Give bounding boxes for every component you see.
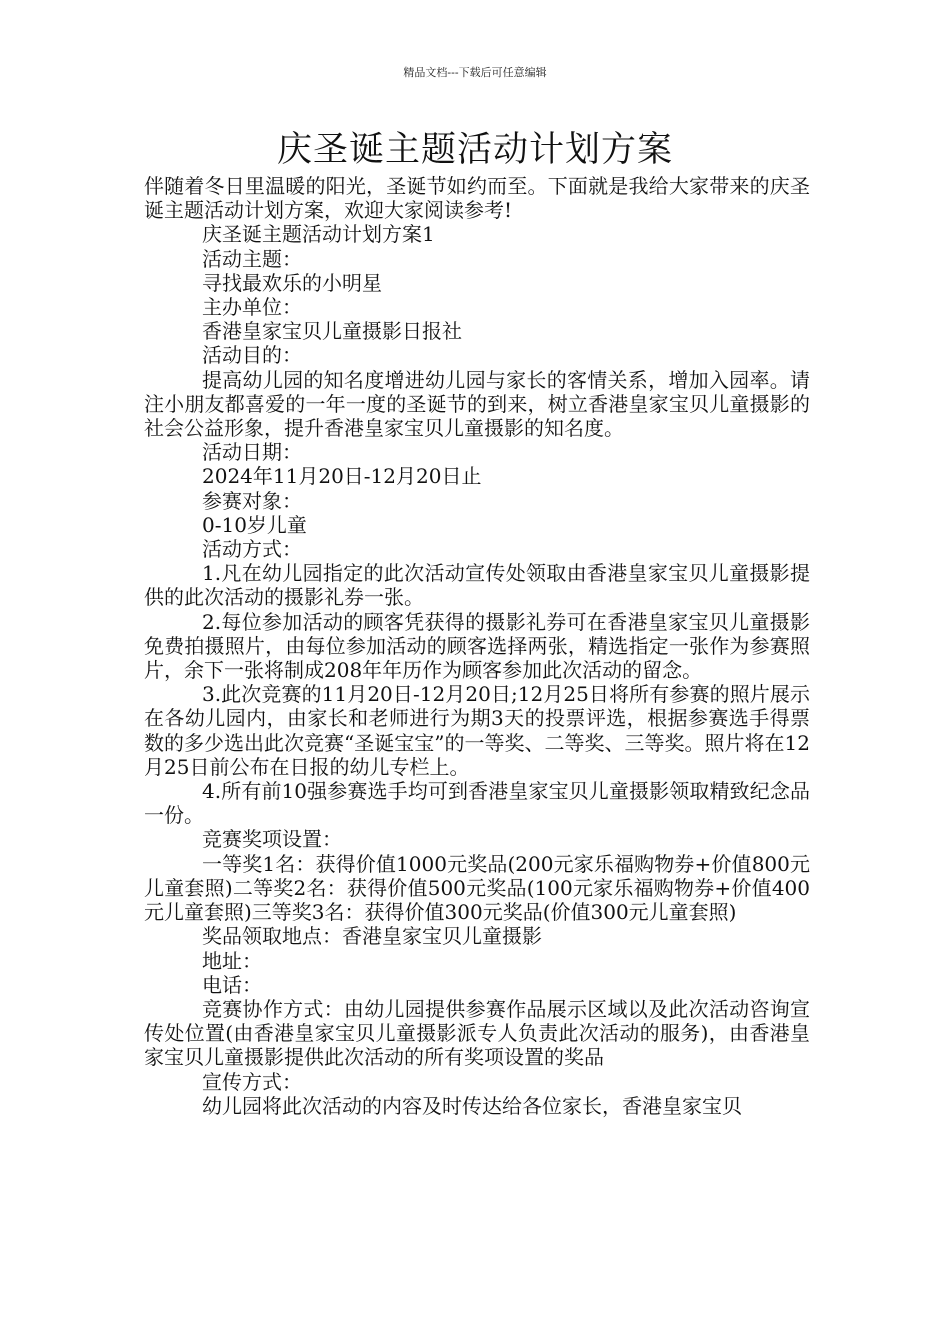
paragraph-method-label: 活动方式： xyxy=(202,537,302,562)
paragraph-awards-label: 竞赛奖项设置： xyxy=(202,827,342,852)
paragraph-pickup-location: 奖品领取地点：香港皇家宝贝儿童摄影 xyxy=(202,924,542,949)
paragraph-purpose-value: 提高幼儿园的知名度增进幼儿园与家长的客情关系，增加入园率。请注小朋友都喜爱的一年一度的圣诞节的到来，树立香港皇家宝贝儿童摄影的社会公益形象，提升香港皇家宝贝儿童摄影的知名度。 xyxy=(144,367,810,441)
paragraph-publicity-label: 宣传方式： xyxy=(202,1069,302,1094)
paragraph-method-1: 1.凡在幼儿园指定的此次活动宣传处领取由香港皇家宝贝儿童摄影提供的此次活动的摄影礼券一张。 xyxy=(144,561,810,610)
page-header: 精品文档---下载后可任意编辑 xyxy=(403,66,547,79)
paragraph-theme-value: 寻找最欢乐的小明星 xyxy=(202,270,382,295)
paragraph-publicity-value: 幼儿园将此次活动的内容及时传达给各位家长，香港皇家宝贝 xyxy=(202,1093,742,1118)
paragraph-method-3: 3.此次竞赛的11月20日-12月20日;12月25日将所有参赛的照片展示在各幼儿园内，由家长和老师进行为期3天的投票评选，根据参赛选手得票数的多少选出此次竞赛“圣诞宝宝”的一等奖、二等奖、三等奖。照片将在12月25日前公布在日报的幼儿专栏上。 xyxy=(144,682,810,779)
paragraph-cooperation: 竞赛协作方式：由幼儿园提供参赛作品展示区域以及此次活动咨询宣传处位置(由香港皇家宝贝儿童摄影派专人负责此次活动的服务)，由香港皇家宝贝儿童摄影提供此次活动的所有奖项设置的奖品 xyxy=(144,996,810,1070)
paragraph-organizer-value: 香港皇家宝贝儿童摄影日报社 xyxy=(202,319,462,344)
document-body xyxy=(144,174,810,1118)
paragraph-intro: 伴随着冬日里温暖的阳光，圣诞节如约而至。下面就是我给大家带来的庆圣诞主题活动计划方案，欢迎大家阅读参考! xyxy=(144,174,810,223)
paragraph-method-2: 2.每位参加活动的顾客凭获得的摄影礼券可在香港皇家宝贝儿童摄影免费拍摄照片，由每位参加活动的顾客选择两张，精选指定一张作为参赛照片，余下一张将制成208年年历作为顾客参加此次活动的留念。 xyxy=(144,609,810,683)
paragraph-organizer-label: 主办单位： xyxy=(202,295,302,320)
paragraph-purpose-label: 活动目的： xyxy=(202,343,302,368)
paragraph-participants-label: 参赛对象： xyxy=(202,488,302,513)
paragraph-date-label: 活动日期： xyxy=(202,440,302,465)
document-title: 庆圣诞主题活动计划方案 xyxy=(276,130,673,170)
paragraph-date-value: 2024年11月20日-12月20日止 xyxy=(202,464,482,489)
paragraph-address: 地址： xyxy=(202,948,262,973)
paragraph-awards-value: 一等奖1名：获得价值1000元奖品(200元家乐福购物券+价值800元儿童套照)二等奖2名：获得价值500元奖品(100元家乐福购物券+价值400元儿童套照)三等奖3名：获得价值300元奖品(价值300元儿童套照) xyxy=(144,851,810,925)
paragraph-phone: 电话： xyxy=(202,972,262,997)
paragraph-method-4: 4.所有前10强参赛选手均可到香港皇家宝贝儿童摄影领取精致纪念品一份。 xyxy=(144,779,810,828)
paragraph-participants-value: 0-10岁儿童 xyxy=(202,512,307,537)
paragraph-theme-label: 活动主题： xyxy=(202,246,302,271)
paragraph-plan-heading: 庆圣诞主题活动计划方案1 xyxy=(202,222,435,247)
